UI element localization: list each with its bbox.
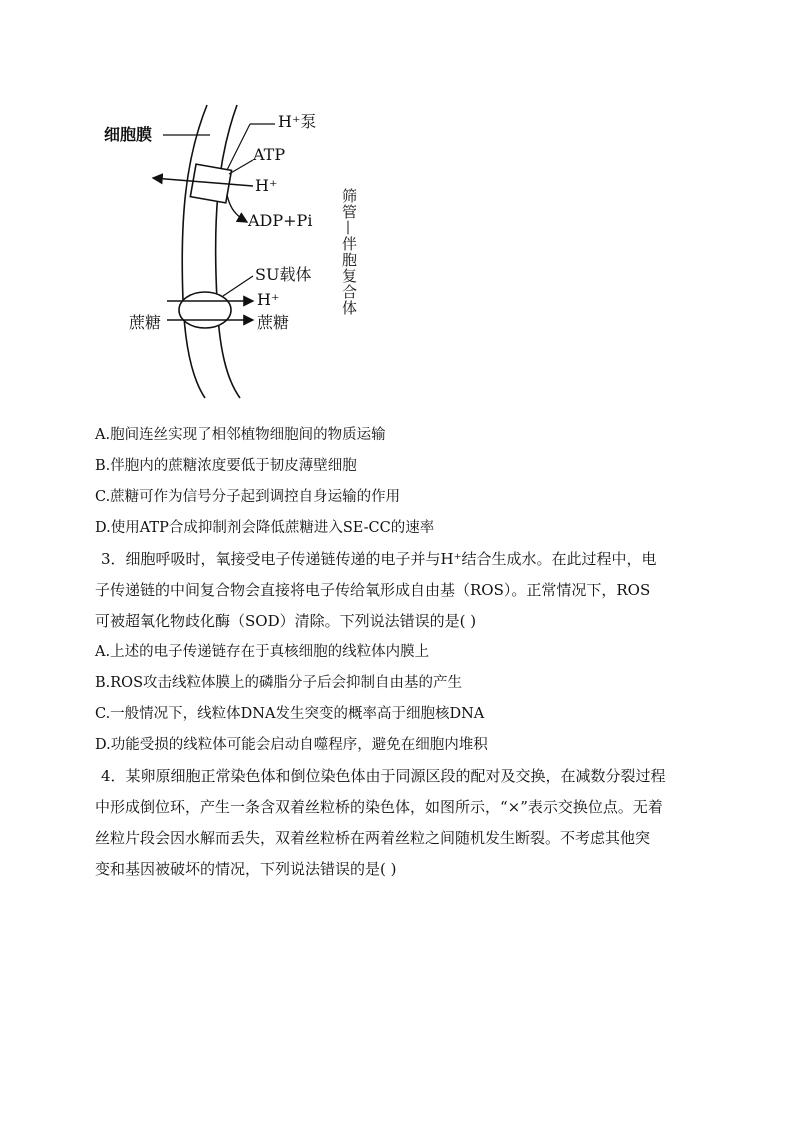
sucrose-out-label: 蔗糖 [129,313,162,332]
q2-option-a: A.胞间连丝实现了相邻植物细胞间的物质运输 [95,427,386,443]
carrier-label: SU载体 [255,265,312,284]
membrane-label: 细胞膜 [104,125,153,144]
q3-option-d: D.功能受损的线粒体可能会启动自噬程序，避免在细胞内堆积 [95,737,488,753]
question-text [95,420,705,885]
membrane-right-curve [216,105,240,398]
q2-option-c: C.蔗糖可作为信号分子起到调控自身运输的作用 [95,489,401,505]
q2-option-b: B.伴胞内的蔗糖浓度要低于韧皮薄壁细胞 [95,458,357,474]
q3-option-c: C.一般情况下，线粒体DNA发生突变的概率高于细胞核DNA [95,706,485,722]
membrane-left-curve [182,105,207,398]
adp-label: ADP+Pi [248,211,313,230]
membrane-diagram [95,100,375,405]
q3-option-a: A.上述的电子传递链存在于真核细胞的线粒体内膜上 [95,644,430,660]
pump-label: H⁺泵 [278,112,317,131]
sucrose-in-label: 蔗糖 [257,313,290,332]
h-in-label: H⁺ [257,290,280,309]
su-carrier [179,292,231,328]
q4-stem-line: 丝粒片段会因水解而丢失，双着丝粒桥在两着丝粒之间随机发生断裂。不考虑其他突 [95,829,651,847]
q4-stem-line: 变和基因被破坏的情况，下列说法错误的是( ) [95,860,397,878]
su-pointer-line [223,276,253,296]
q2-option-d: D.使用ATP合成抑制剂会降低蔗糖进入SE-CC的速率 [95,520,435,536]
complex-label: 筛管—伴胞复合体 [340,188,358,316]
q4-stem-line: 4．某卵原细胞正常染色体和倒位染色体由于同源区段的配对及交换，在减数分裂过程 [101,767,666,785]
q3-stem-line: 子传递链的中间复合物会直接将电子传给氧形成自由基（ROS）。正常情况下，ROS [95,581,651,599]
atp-pointer-line [229,160,253,174]
q3-option-b: B.ROS攻击线粒体膜上的磷脂分子后会抑制自由基的产生 [95,675,463,691]
membrane-transport-figure [95,100,375,405]
adp-arrow [227,195,247,222]
q3-stem-line: 3．细胞呼吸时，氧接受电子传递链传递的电子并与H⁺结合生成水。在此过程中，电 [101,550,657,568]
h-out-label: H⁺ [255,176,278,195]
atp-label: ATP [253,145,286,164]
q4-stem-line: 中形成倒位环，产生一条含双着丝粒桥的染色体，如图所示，“×”表示交换位点。无着 [95,798,663,816]
q3-stem-line: 可被超氧化物歧化酶（SOD）清除。下列说法错误的是( ) [95,612,477,630]
